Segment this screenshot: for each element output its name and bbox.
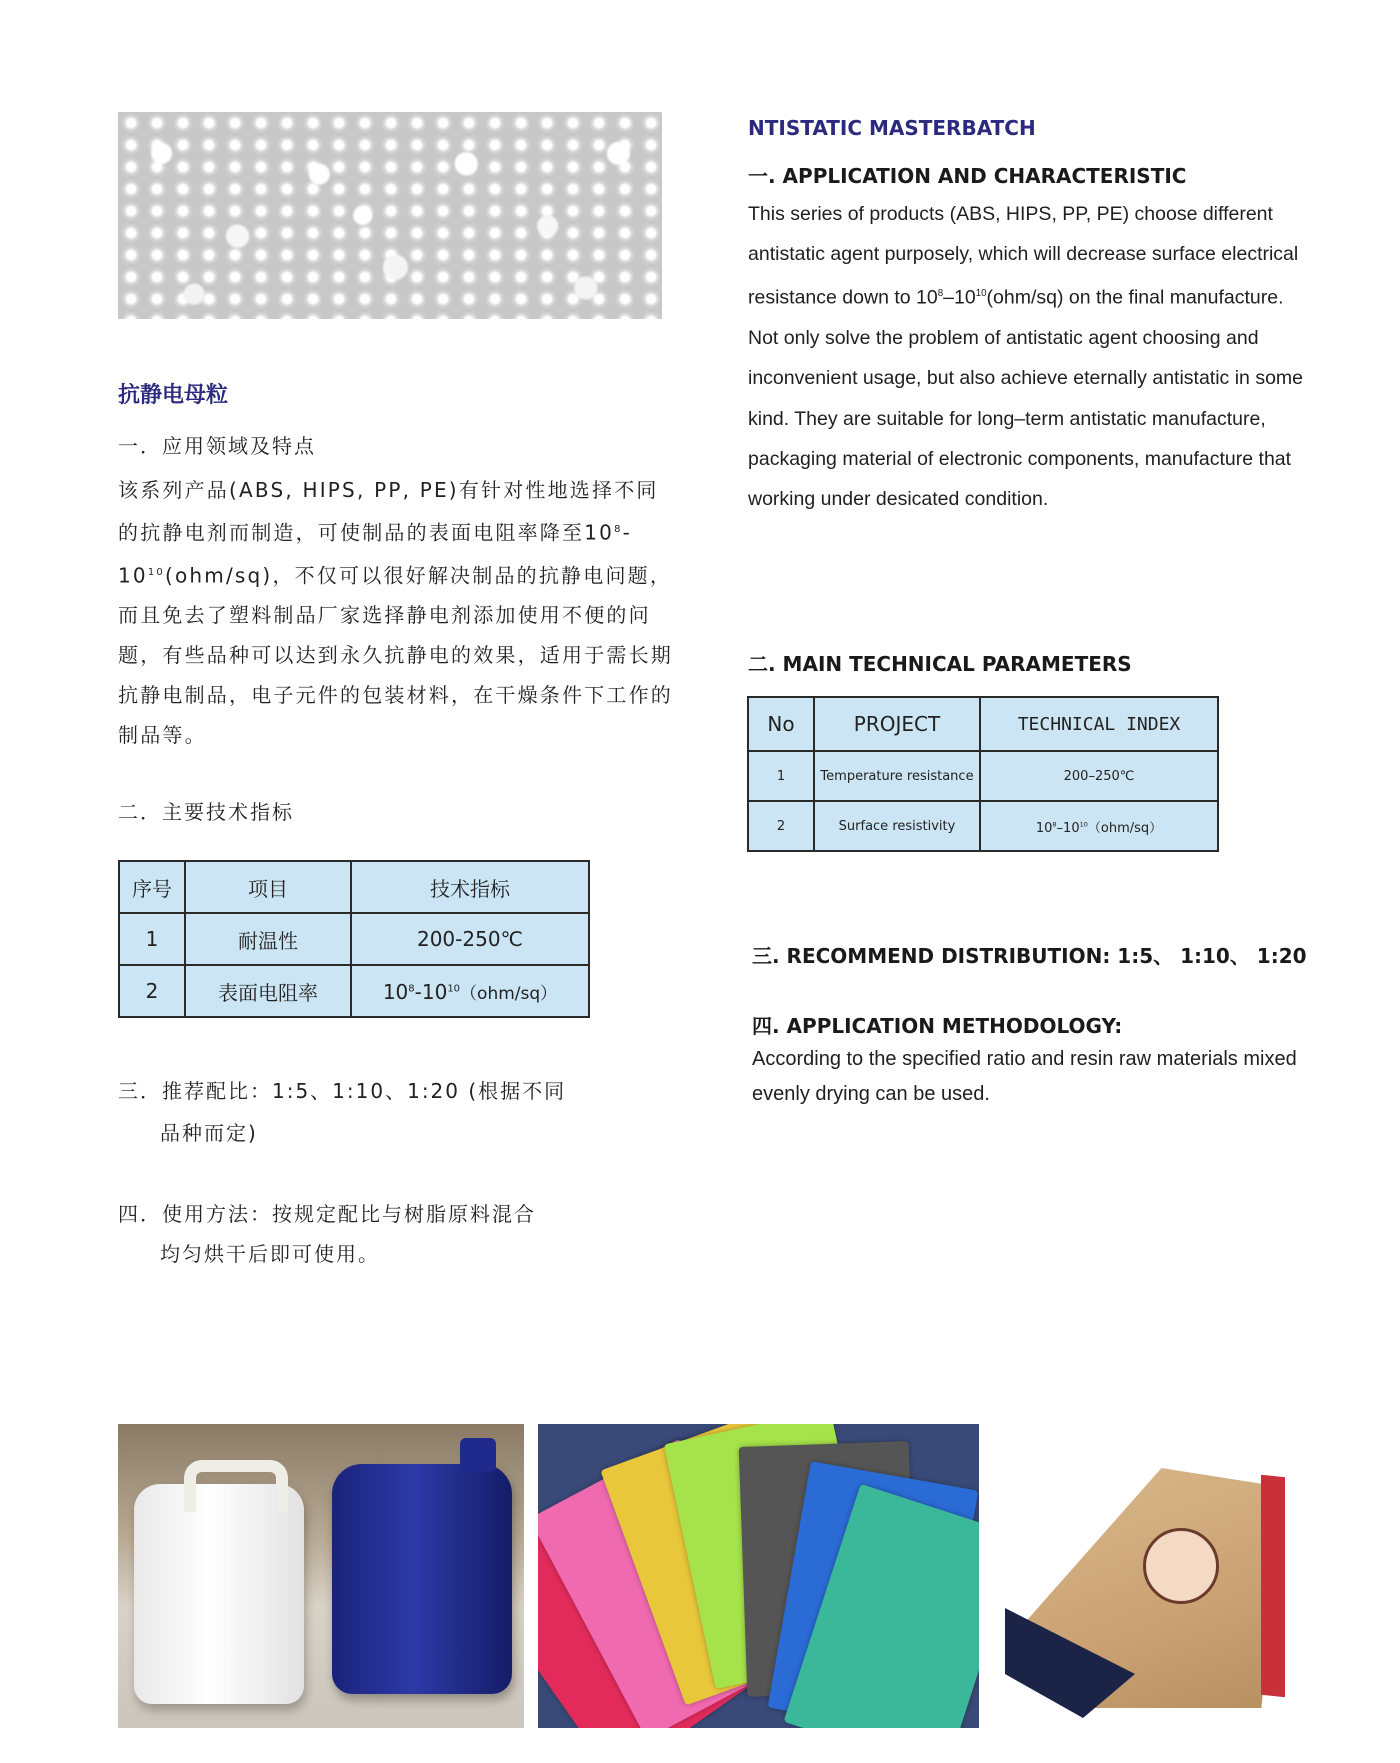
- plastic-jugs-photo: [118, 1424, 524, 1728]
- foam-sheets-photo: [538, 1424, 979, 1728]
- blue-jug: [332, 1464, 512, 1694]
- cn-title: 抗静电母粒: [118, 383, 229, 408]
- header-project: PROJECT: [814, 697, 980, 751]
- en-section2-heading: 二. MAIN TECHNICAL PARAMETERS: [748, 652, 1132, 676]
- table-header-row: [748, 697, 1218, 751]
- en-title: NTISTATIC MASTERBATCH: [748, 116, 1036, 140]
- row-value: 200–250℃: [980, 751, 1218, 801]
- cartoon-face-icon: [1143, 1528, 1219, 1604]
- cn-section2-heading: 二．主要技术指标: [118, 800, 294, 824]
- row-item: 表面电阻率: [185, 965, 351, 1017]
- cn-section3-line2: 品种而定): [160, 1121, 258, 1145]
- cn-parameters-table: [118, 860, 590, 1018]
- cn-section4: [118, 1194, 638, 1274]
- cn-section3-line1: 三．推荐配比：1:5、1:10、1:20 (根据不同: [118, 1079, 567, 1103]
- header-item: 项目: [185, 861, 351, 913]
- row-value: $10^8-10^{10}(ohm/sq)$: [351, 965, 589, 1017]
- row-no: 2: [748, 801, 814, 851]
- row-no: 1: [748, 751, 814, 801]
- header-no: 序号: [119, 861, 185, 913]
- row-item: Surface resistivity: [814, 801, 980, 851]
- en-section1-body: This series of products (ABS, HIPS, PP, PE) choose different antistatic agent purposely, which will decrease surface electrical resistance down to $10^8-10^{10}(ohm/sq)$ on the final manufacture. Not only solve the problem of antistatic agent choosing and inconvenient usage, but also achieve eternally antistatic in some kind. They are suitable for long–term antistatic manufacture, packaging material of electronic components, manufacture that working under desicated condition.: [748, 203, 1303, 510]
- table-header-row: [119, 861, 589, 913]
- table-row: [119, 913, 589, 965]
- cn-section1-heading: 一．应用领域及特点: [118, 434, 316, 458]
- table-row: [748, 801, 1218, 851]
- cn-section4-line2: 均匀烘干后即可使用。: [160, 1242, 380, 1266]
- header-no: No: [748, 697, 814, 751]
- en-section1-heading: 一. APPLICATION AND CHARACTERISTIC: [748, 164, 1187, 188]
- en-section4-body: According to the specified ratio and resin raw materials mixed evenly drying can be used.: [752, 1048, 1297, 1105]
- en-section4-heading: 四. APPLICATION METHODOLOGY:: [752, 1014, 1123, 1038]
- row-no: 1: [119, 913, 185, 965]
- row-value: $10^8-10^{10}(ohm/sq)$: [980, 801, 1218, 851]
- white-jug: [134, 1484, 304, 1704]
- row-value: 200-250℃: [351, 913, 589, 965]
- cn-section4-line1: 四．使用方法：按规定配比与树脂原料混合: [118, 1202, 536, 1226]
- bag-red-gusset: [1261, 1475, 1285, 1698]
- table-row: [119, 965, 589, 1017]
- row-no: 2: [119, 965, 185, 1017]
- table-row: [748, 751, 1218, 801]
- header-index: 技术指标: [351, 861, 589, 913]
- row-item: 耐温性: [185, 913, 351, 965]
- packaging-bag-photo: [993, 1458, 1327, 1728]
- cn-section1-body: 该系列产品(ABS, HIPS, PP, PE)有针对性地选择不同的抗静电剂而制造，可使制品的表面电阻率降至$10^8-10^{10}(ohm/sq)$，不仅可以很好解决制品的抗静电问题，而且免去了塑料制品厂家选择静电剂添加使用不便的问题，有些品种可以达到永久抗静电的效果，适用于需长期抗静电制品，电子元件的包装材料，在干燥条件下工作的制品等。: [118, 478, 673, 748]
- en-section3-heading: 三. RECOMMEND DISTRIBUTION: 1:5、 1:10、 1:20: [752, 944, 1307, 968]
- header-index: TECHNICAL INDEX: [980, 697, 1218, 751]
- cn-section3: [118, 1070, 638, 1154]
- en-parameters-table: [747, 696, 1219, 852]
- row-item: Temperature resistance: [814, 751, 980, 801]
- pellets-photo: [118, 112, 662, 319]
